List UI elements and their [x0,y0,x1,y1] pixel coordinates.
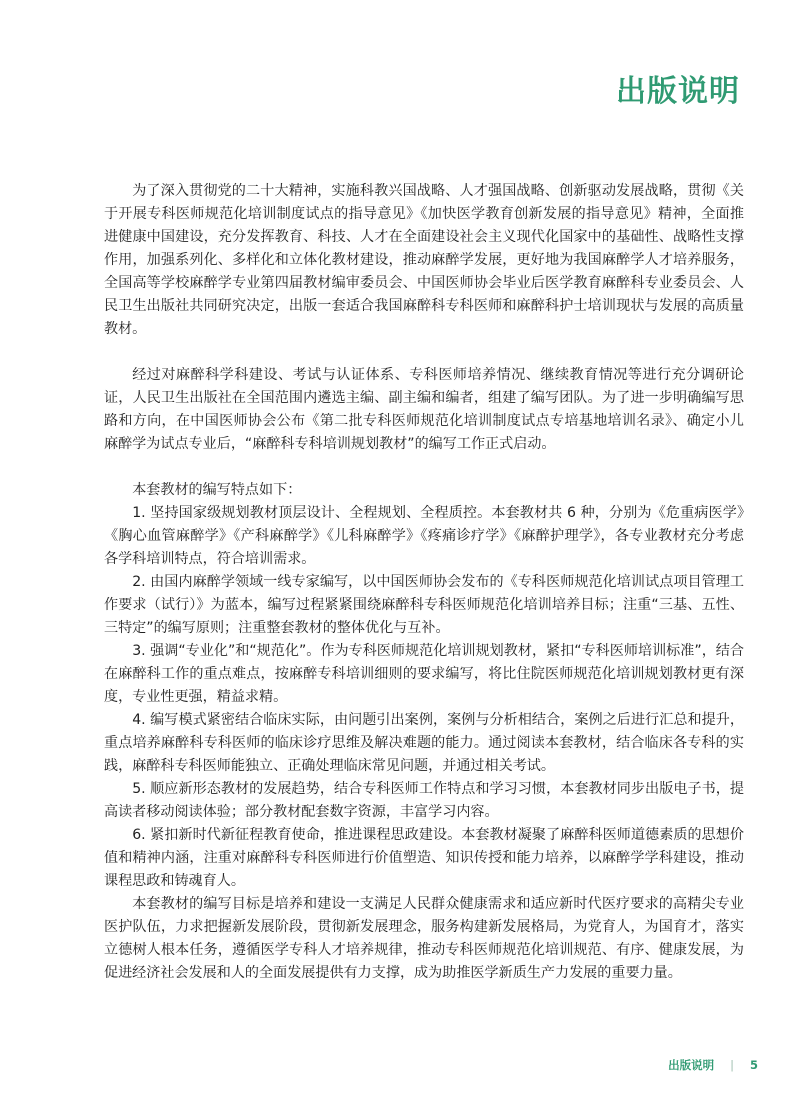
features-heading: 本套教材的编写特点如下： [132,482,302,498]
page-title: 出版说明 [616,74,740,109]
feature-item-5: 5. 顺应新形态教材的发展趋势，结合专科医师工作特点和学习习惯，本套教材同步出版电子书，提高读者移动阅读体验；部分教材配套数字资源，丰富学习内容。 [104,781,744,820]
page-number: 5 [749,1058,758,1072]
feature-item-2: 2. 由国内麻醉学领域一线专家编写，以中国医师协会发布的《专科医师规范化培训试点项目管理工作要求（试行）》为蓝本，编写过程紧紧围绕麻醉科专科医师规范化培训培养目标；注重“三基、五性、三特定”的编写原则；注重整套教材的整体优化与互补。 [104,574,744,636]
paragraph-closing: 本套教材的编写目标是培养和建设一支满足人民群众健康需求和适应新时代医疗要求的高精尖专业医护队伍，力求把握新发展阶段，贯彻新发展理念，服务构建新发展格局，为党育人，为国育才，落实立德树人根本任务，遵循医学专科人才培养规律，推动专科医师规范化培训规范、有序、健康发展，为促进经济社会发展和人的全面发展提供有力支撑，成为助推医学新质生产力发展的重要力量。 [104,896,744,981]
footer-separator: | [730,1058,734,1072]
body-text [104,180,744,985]
feature-item-4: 4. 编写模式紧密结合临床实际，由问题引出案例，案例与分析相结合，案例之后进行汇总和提升，重点培养麻醉科专科医师的临床诊疗思维及解决难题的能力。通过阅读本套教材，结合临床各专科的实践，麻醉科专科医师能独立、正确处理临床常见问题，并通过相关考试。 [104,712,744,774]
paragraph-background: 经过对麻醉科学科建设、考试与认证体系、专科医师培养情况、继续教育情况等进行充分调研论证，人民卫生出版社在全国范围内遴选主编、副主编和编者，组建了编写团队。为了进一步明确编写思路和方向，在中国医师协会公布《第二批专科医师规范化培训制度试点专培基地培训名录》、确定小儿麻醉学为试点专业后，“麻醉科专科培训规划教材”的编写工作正式启动。 [104,367,744,452]
feature-item-6: 6. 紧扣新时代新征程教育使命，推进课程思政建设。本套教材凝聚了麻醉科医师道德素质的思想价值和精神内涵，注重对麻醉科专科医师进行价值塑造、知识传授和能力培养，以麻醉学学科建设，推动课程思政和铸魂育人。 [104,827,744,889]
feature-item-3: 3. 强调“专业化”和“规范化”。作为专科医师规范化培训规划教材，紧扣“专科医师培训标准”，结合在麻醉科工作的重点难点，按麻醉专科培训细则的要求编写，将比住院医师规范化培训规划教材更有深度，专业性更强，精益求精。 [104,643,744,705]
footer-section-label: 出版说明 [668,1058,715,1072]
page-footer [668,1057,758,1073]
paragraph-intro: 为了深入贯彻党的二十大精神，实施科教兴国战略、人才强国战略、创新驱动发展战略，贯彻《关于开展专科医师规范化培训制度试点的指导意见》《加快医学教育创新发展的指导意见》精神，全面推进健康中国建设，充分发挥教育、科技、人才在全面建设社会主义现代化国家中的基础性、战略性支撑作用，加强系列化、多样化和立体化教材建设，推动麻醉学发展，更好地为我国麻醉学人才培养服务，全国高等学校麻醉学专业第四届教材编审委员会、中国医师协会毕业后医学教育麻醉科专业委员会、人民卫生出版社共同研究决定，出版一套适合我国麻醉科专科医师和麻醉科护士培训现状与发展的高质量教材。 [104,183,744,337]
feature-item-1: 1. 坚持国家级规划教材顶层设计、全程规划、全程质控。本套教材共 6 种，分别为《危重病医学》《胸心血管麻醉学》《产科麻醉学》《儿科麻醉学》《疼痛诊疗学》《麻醉护理学》，各专业教材充分考虑各学科培训特点，符合培训需求。 [104,505,744,567]
